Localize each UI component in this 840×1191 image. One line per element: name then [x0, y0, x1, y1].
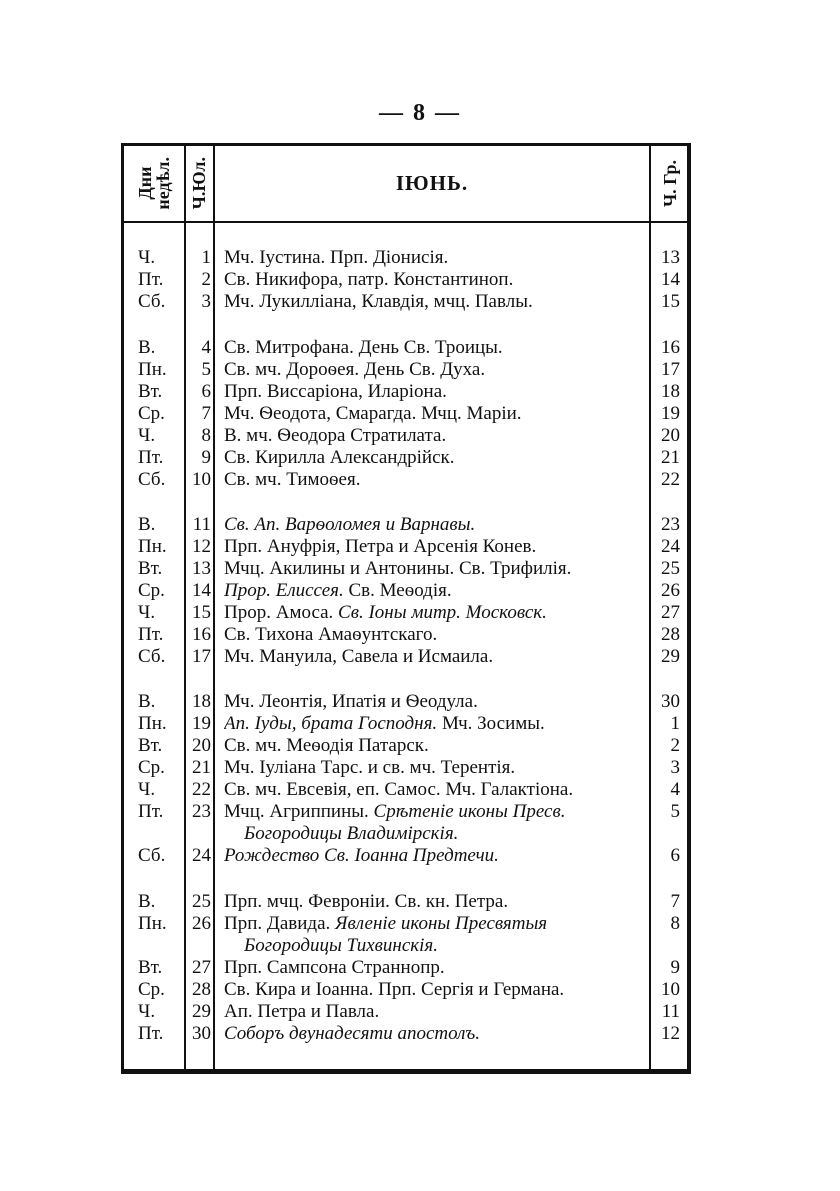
saint-name-cell	[224, 735, 646, 757]
julian-date-cell: 14	[192, 580, 211, 601]
saint-name-italic: Явленіе иконы Пресвятыя	[335, 913, 548, 934]
gregorian-date-cell: 29	[661, 646, 680, 667]
gregorian-date-cell: 16	[661, 337, 680, 358]
gregorian-date-cell: 5	[670, 801, 680, 822]
day-of-week-cell: Ч.	[138, 1001, 156, 1022]
saint-name-cell	[224, 536, 646, 558]
day-of-week-cell: Ср.	[138, 979, 165, 1000]
table-row	[124, 913, 690, 935]
table-row	[124, 979, 690, 1001]
day-of-week-cell: Вт.	[138, 957, 163, 978]
table-row	[124, 1023, 690, 1045]
saint-name-cell	[224, 514, 646, 536]
saint-name-cell	[224, 447, 646, 469]
saint-name-plain: Св. Кира и Іоанна. Прп. Сергія и Германа.	[224, 979, 565, 1000]
table-row	[124, 558, 690, 580]
day-of-week-cell: Пт.	[138, 269, 164, 290]
saint-name-cell	[224, 247, 646, 269]
saint-name-cell	[224, 801, 646, 823]
table-row	[124, 845, 690, 867]
julian-date-cell: 4	[201, 337, 211, 358]
page-number: — 8 —	[379, 100, 461, 126]
day-of-week-cell: Вт.	[138, 735, 163, 756]
table-row	[124, 269, 690, 291]
saint-name-cell	[224, 403, 646, 425]
table-row	[124, 381, 690, 403]
julian-date-cell: 19	[192, 713, 211, 734]
table-row	[124, 580, 690, 602]
saint-name-cell	[224, 580, 646, 602]
table-row	[124, 447, 690, 469]
saint-name-plain: Мч. Мануила, Савела и Исмаила.	[224, 646, 494, 667]
saint-name-plain: Мч. Зосимы.	[437, 713, 545, 734]
gregorian-date-cell: 17	[661, 359, 680, 380]
saint-name-plain: Св. мч. Тимоѳея.	[224, 469, 361, 490]
julian-date-cell: 13	[192, 558, 211, 579]
saint-name-cell	[224, 691, 646, 713]
saint-name-continuation: Богородицы Тихвинскія.	[244, 935, 438, 956]
table-row	[124, 891, 690, 913]
julian-date-cell: 7	[201, 403, 211, 424]
header-gregorian-date: Ч. Гр.	[660, 159, 680, 208]
day-of-week-cell: В.	[138, 514, 156, 535]
saint-name-italic: Ап. Іуды, брата Господня.	[224, 713, 438, 734]
saint-name-cell	[224, 757, 646, 779]
saint-name-plain: Прп. Давида.	[224, 913, 336, 934]
day-of-week-cell: Пн.	[138, 536, 167, 557]
saint-name-italic: Св. Іоны митр. Московск.	[338, 602, 547, 623]
julian-date-cell: 15	[192, 602, 211, 623]
gregorian-date-cell: 20	[661, 425, 680, 446]
saint-name-plain: Св. мч. Меѳодія Патарск.	[224, 735, 429, 756]
julian-date-cell: 21	[192, 757, 211, 778]
gregorian-date-cell: 2	[670, 735, 680, 756]
gregorian-date-cell: 26	[661, 580, 680, 601]
saint-name-plain: Ап. Петра и Павла.	[224, 1001, 380, 1022]
day-of-week-cell: Пн.	[138, 713, 167, 734]
table-row	[124, 757, 690, 779]
julian-date-cell: 27	[192, 957, 211, 978]
saint-name-plain: Мч. Іустина. Прп. Діонисія.	[224, 247, 449, 268]
day-of-week-cell: Ч.	[138, 247, 156, 268]
day-of-week-cell: Ч.	[138, 779, 156, 800]
saint-name-plain: Прор. Амоса.	[224, 602, 339, 623]
gregorian-date-cell: 1	[670, 713, 680, 734]
day-of-week-cell: Сб.	[138, 646, 166, 667]
table-row	[124, 713, 690, 735]
saint-name-cell	[224, 845, 646, 867]
calendar-table	[121, 143, 691, 1074]
table-row	[124, 536, 690, 558]
day-of-week-cell: Вт.	[138, 381, 163, 402]
gregorian-date-cell: 4	[670, 779, 680, 800]
day-of-week-cell: Ср.	[138, 757, 165, 778]
saint-name-cell	[224, 646, 646, 668]
julian-date-cell: 10	[192, 469, 211, 490]
julian-date-cell: 3	[201, 291, 211, 312]
day-of-week-cell: Пт.	[138, 447, 164, 468]
saint-name-cell	[224, 269, 646, 291]
table-row	[124, 735, 690, 757]
gregorian-date-cell: 23	[661, 514, 680, 535]
julian-date-cell: 11	[192, 514, 211, 535]
day-of-week-cell: В.	[138, 891, 156, 912]
table-row	[124, 469, 690, 491]
saint-name-plain: Мч. Леонтія, Ипатія и Ѳеодула.	[224, 691, 478, 712]
header-month-title: ІЮНЬ.	[395, 171, 469, 195]
gregorian-date-cell: 22	[661, 469, 680, 490]
saint-name-cell	[224, 1001, 646, 1023]
saint-name-italic: Рождество Св. Іоанна Предтечи.	[224, 845, 499, 866]
table-row	[124, 403, 690, 425]
julian-date-cell: 30	[192, 1023, 211, 1044]
gregorian-date-cell: 30	[661, 691, 680, 712]
saint-name-plain: Прп. Сампсона Страннопр.	[224, 957, 445, 978]
julian-date-cell: 22	[192, 779, 211, 800]
table-row	[124, 646, 690, 668]
header-julian-date: Ч.Юл.	[189, 157, 209, 210]
saint-name-plain: Св. Тихона Амаѳунтскаго.	[224, 624, 438, 645]
table-row	[124, 1001, 690, 1023]
gregorian-date-cell: 3	[670, 757, 680, 778]
gregorian-date-cell: 14	[661, 269, 680, 290]
table-row	[124, 691, 690, 713]
saint-name-cell	[224, 779, 646, 801]
saint-name-italic: Прор. Елиссея.	[224, 580, 344, 601]
gregorian-date-cell: 7	[670, 891, 680, 912]
saint-name-cell	[224, 337, 646, 359]
julian-date-cell: 29	[192, 1001, 211, 1022]
table-row	[124, 359, 690, 381]
julian-date-cell: 12	[192, 536, 211, 557]
day-of-week-cell: Пт.	[138, 801, 164, 822]
day-of-week-cell: Ср.	[138, 580, 165, 601]
saint-name-cell	[224, 425, 646, 447]
table-row	[124, 801, 690, 823]
saint-name-plain: Св. мч. Евсевія, еп. Самос. Мч. Галактіона.	[224, 779, 574, 800]
julian-date-cell: 17	[192, 646, 211, 667]
day-of-week-cell: Ч.	[138, 425, 156, 446]
day-of-week-cell: Пт.	[138, 624, 164, 645]
saint-name-plain: Св. Никифора, патр. Константиноп.	[224, 269, 514, 290]
julian-date-cell: 5	[201, 359, 211, 380]
saint-name-italic: Соборъ двунадесяти апостолъ.	[224, 1023, 481, 1044]
table-row	[124, 602, 690, 624]
julian-date-cell: 25	[192, 891, 211, 912]
saint-name-italic: Св. Ап. Варѳоломея и Варнавы.	[224, 514, 476, 535]
saint-name-plain: Прп. Ануфрія, Петра и Арсенія Конев.	[224, 536, 537, 557]
saint-name-cell	[224, 469, 646, 491]
day-of-week-cell: В.	[138, 691, 156, 712]
gregorian-date-cell: 8	[670, 913, 680, 934]
table-row	[124, 624, 690, 646]
day-of-week-cell: Ч.	[138, 602, 156, 623]
julian-date-cell: 20	[192, 735, 211, 756]
table-row	[124, 425, 690, 447]
table-row	[124, 291, 690, 313]
saint-name-plain: Прп. мчц. Февроніи. Св. кн. Петра.	[224, 891, 509, 912]
saint-name-cell	[224, 359, 646, 381]
table-row	[124, 779, 690, 801]
saint-name-plain: Мч. Лукилліана, Клавдія, мчц. Павлы.	[224, 291, 533, 312]
day-of-week-cell: В.	[138, 337, 156, 358]
saint-name-plain: В. мч. Ѳеодора Стратилата.	[224, 425, 447, 446]
gregorian-date-cell: 6	[670, 845, 680, 866]
julian-date-cell: 8	[201, 425, 211, 446]
day-of-week-cell: Ср.	[138, 403, 165, 424]
julian-date-cell: 2	[201, 269, 211, 290]
saint-name-cell	[224, 957, 646, 979]
day-of-week-cell: Сб.	[138, 845, 166, 866]
gregorian-date-cell: 13	[661, 247, 680, 268]
table-row	[124, 957, 690, 979]
day-of-week-cell: Пн.	[138, 359, 167, 380]
saint-name-plain: Мч. Іуліана Тарс. и св. мч. Терентія.	[224, 757, 516, 778]
julian-date-cell: 9	[201, 447, 211, 468]
gregorian-date-cell: 28	[661, 624, 680, 645]
gregorian-date-cell: 27	[661, 602, 680, 623]
day-of-week-cell: Пн.	[138, 913, 167, 934]
gregorian-date-cell: 18	[661, 381, 680, 402]
julian-date-cell: 24	[192, 845, 211, 866]
header-divider	[124, 221, 687, 223]
day-of-week-cell: Сб.	[138, 291, 166, 312]
julian-date-cell: 26	[192, 913, 211, 934]
table-row	[124, 247, 690, 269]
day-of-week-cell: Вт.	[138, 558, 163, 579]
saint-name-plain: Мчц. Агриппины.	[224, 801, 374, 822]
header-days-of-week: Дни недѣл.	[135, 157, 173, 210]
table-row	[124, 337, 690, 359]
gregorian-date-cell: 25	[661, 558, 680, 579]
saint-name-plain: Св. Митрофана. День Св. Троицы.	[224, 337, 503, 358]
gregorian-date-cell: 12	[661, 1023, 680, 1044]
saint-name-plain: Св. Кирилла Александрійск.	[224, 447, 455, 468]
gregorian-date-cell: 11	[661, 1001, 680, 1022]
day-of-week-cell: Пт.	[138, 1023, 164, 1044]
saint-name-plain: Мчц. Акилины и Антонины. Св. Трифилія.	[224, 558, 572, 579]
saint-name-cell	[224, 979, 646, 1001]
julian-date-cell: 23	[192, 801, 211, 822]
saint-name-plain: Св. мч. Дороѳея. День Св. Духа.	[224, 359, 486, 380]
gregorian-date-cell: 9	[670, 957, 680, 978]
saint-name-cell	[224, 381, 646, 403]
julian-date-cell: 6	[201, 381, 211, 402]
julian-date-cell: 28	[192, 979, 211, 1000]
saint-name-cell	[224, 913, 646, 935]
saint-name-cell	[224, 891, 646, 913]
saint-name-cell	[224, 602, 646, 624]
table-row	[124, 514, 690, 536]
julian-date-cell: 18	[192, 691, 211, 712]
saint-name-cell	[224, 624, 646, 646]
saint-name-plain: Мч. Ѳеодота, Смарагда. Мчц. Маріи.	[224, 403, 522, 424]
julian-date-cell: 1	[201, 247, 211, 268]
saint-name-plain: Прп. Виссаріона, Иларіона.	[224, 381, 447, 402]
gregorian-date-cell: 24	[661, 536, 680, 557]
gregorian-date-cell: 10	[661, 979, 680, 1000]
saint-name-cell	[224, 291, 646, 313]
saint-name-plain: Св. Меѳодія.	[343, 580, 452, 601]
saint-name-cell	[224, 713, 646, 735]
julian-date-cell: 16	[192, 624, 211, 645]
saint-name-continuation: Богородицы Владимірскія.	[244, 823, 459, 844]
saint-name-italic: Срѣтеніе иконы Пресв.	[373, 801, 566, 822]
saint-name-cell	[224, 558, 646, 580]
gregorian-date-cell: 21	[661, 447, 680, 468]
gregorian-date-cell: 19	[661, 403, 680, 424]
saint-name-cell	[224, 1023, 646, 1045]
gregorian-date-cell: 15	[661, 291, 680, 312]
day-of-week-cell: Сб.	[138, 469, 166, 490]
